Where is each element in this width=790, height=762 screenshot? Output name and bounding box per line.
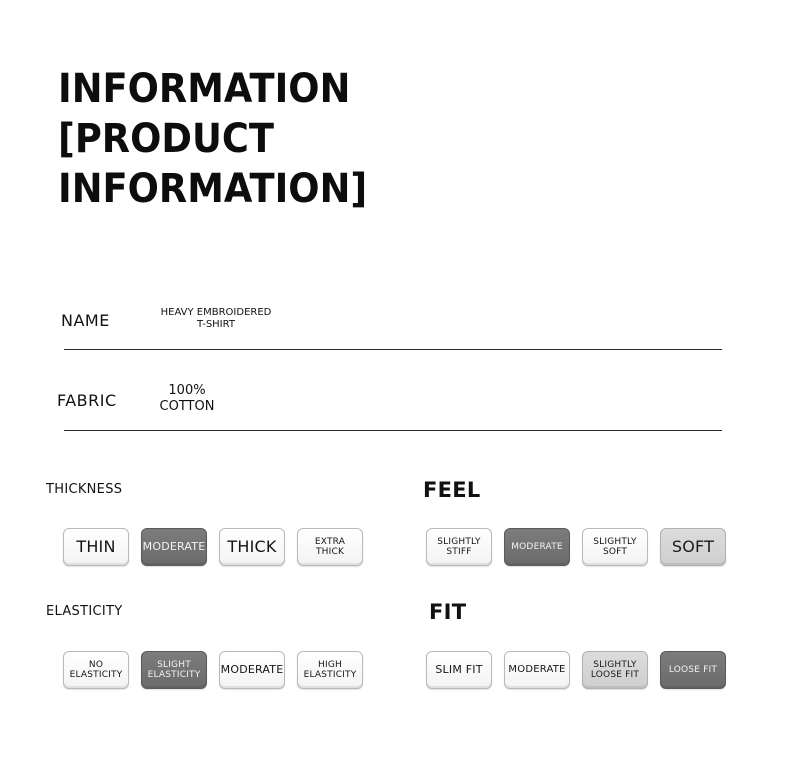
thickness-option-thick[interactable]: THICK [219,528,285,566]
fit-title: FIT [429,600,467,624]
fit-option-moderate[interactable]: MODERATE [504,651,570,689]
elasticity-title: ELASTICITY [46,604,123,619]
feel-option-moderate[interactable]: MODERATE [504,528,570,566]
name-value-line-2: T-SHIRT [197,319,235,330]
thickness-scale [63,528,363,566]
fit-option-slim[interactable]: SLIM FIT [426,651,492,689]
fit-option-loose[interactable]: LOOSE FIT [660,651,726,689]
fabric-value-line-1: 100% [168,383,206,398]
thickness-title: THICKNESS [46,482,123,497]
fabric-value-line-2: COTTON [159,398,215,414]
fit-option-slightly-loose[interactable]: SLIGHTLY LOOSE FIT [582,651,648,689]
name-value-line-1: HEAVY EMBROIDERED [160,307,272,318]
feel-scale [426,528,726,566]
page-title-line-3: INFORMATION] [58,166,368,212]
feel-option-slightly-soft[interactable]: SLIGHTLY SOFT [582,528,648,566]
thickness-option-extra-thick[interactable]: EXTRA THICK [297,528,363,566]
feel-title: FEEL [423,478,481,502]
elasticity-option-slight[interactable]: SLIGHT ELASTICITY [141,651,207,689]
fit-scale [426,651,726,689]
fabric-label: FABRIC [57,391,117,410]
feel-option-slightly-stiff[interactable]: SLIGHTLY STIFF [426,528,492,566]
feel-option-soft[interactable]: SOFT [660,528,726,566]
fabric-value [150,383,224,414]
thickness-option-moderate[interactable]: MODERATE [141,528,207,566]
name-label: NAME [61,311,110,330]
name-value [150,307,282,331]
name-divider [64,349,722,350]
fabric-divider [64,430,722,431]
elasticity-option-none[interactable]: NO ELASTICITY [63,651,129,689]
thickness-option-thin[interactable]: THIN [63,528,129,566]
page-title-line-1: INFORMATION [58,66,351,112]
elasticity-option-high[interactable]: HIGH ELASTICITY [297,651,363,689]
elasticity-scale [63,651,363,689]
page-title-line-2: [PRODUCT [58,116,274,162]
page-title [58,64,444,214]
elasticity-option-moderate[interactable]: MODERATE [219,651,285,689]
